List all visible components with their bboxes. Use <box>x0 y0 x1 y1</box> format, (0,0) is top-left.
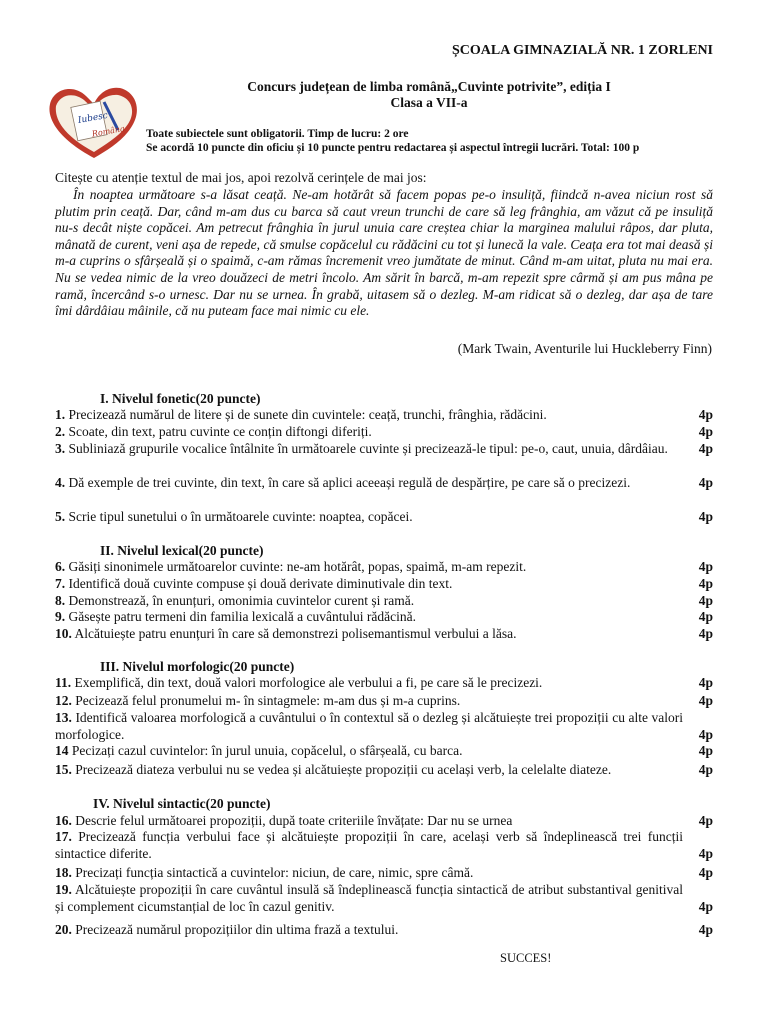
question-item <box>55 762 713 779</box>
logo-text-2: Româna <box>91 124 126 139</box>
question-text: Alcătuiește propoziții în care cuvântul insulă să îndeplinească funcția sintactică de atribut substantival genitival și complement cicumstanțial de loc în cazul genitiv. <box>55 882 683 914</box>
question-points: 4p <box>698 898 713 914</box>
question-number: 4. <box>55 475 66 490</box>
question-number: 19. <box>55 882 72 897</box>
question-text: Precizează diateza verbului nu se vedea și alcătuiește propoziții cu același verb, la celelalte diateze. <box>75 762 612 777</box>
question-text: Pecizați cazul cuvintelor: în jurul unuia, copăcelul, o sfârșeală, cu barca. <box>71 743 463 758</box>
question-text: Precizează funcția verbului face și alcătuiește propoziții în care, același verb să îndeplinească trei funcții sintactice diferite. <box>55 829 683 861</box>
question-number: 12. <box>55 693 72 708</box>
question-item <box>55 441 713 458</box>
question-points: 4p <box>698 626 713 641</box>
rule-line-2: Se acordă 10 puncte din oficiu și 10 puncte pentru redactarea și aspectul întregii lucrări. Total: 100 p <box>146 142 640 154</box>
question-number: 13. <box>55 710 72 725</box>
question-item <box>55 813 713 830</box>
question-text: Pecizează felul pronumelui m- în sintagmele: m-am dus și m-a cuprins. <box>75 693 461 708</box>
question-points: 4p <box>698 559 713 574</box>
passage-text: În noaptea următoare s-a lăsat ceață. Ne-am hotărât să facem popas pe-o insuliță, fiindcă n-avea niciun rost să plutim prin ceață. Dar, când m-am dus cu barca să caut vreun trunchi de care să leg frânghia, am văzut că pe insuliță nu-s decât niște copăcei. Am petrecut frânghia în jurul unuia care creștea chiar la marginea malului râpos, dar pluta, mânată de curent, veni așa de repede, că smulse copăcelul cu rădăcini cu tot și lunecă la vale. Ceața era tot mai deasă și m-a cuprins o sfârșeală și o spaimă, c-am rămas încremenit vreo jumătate de minut. Când m-am uitat, pluta nu mai era. Nu se vedea nimic de la vreo douăzeci de metri încolo. Am sărit în barcă, m-am repezit spre cârmă și am pus mâna pe ramă, încercând s-o urnesc. Dar nu se urnea. În grabă, uitasem să o dezleg. M-am ridicat să o dezleg, dar așa de tare îmi dârdâiau mâinile, că nu puteam face mai nimic cu ele. <box>55 187 713 319</box>
question-number: 15. <box>55 762 72 777</box>
section-title: IV. Nivelul sintactic(20 puncte) <box>93 796 271 811</box>
question-number: 14 <box>55 743 69 758</box>
question-points: 4p <box>698 609 713 624</box>
question-text: Precizează numărul de litere și de sunete din cuvintele: ceață, trunchi, frânghia, rădăcini. <box>68 407 547 422</box>
logo-text-1: Iubesc <box>77 110 109 126</box>
question-number: 6. <box>55 559 66 574</box>
question-points: 4p <box>698 922 713 937</box>
question-item <box>55 829 713 862</box>
passage-source: (Mark Twain, Aventurile lui Huckleberry Finn) <box>457 341 712 356</box>
question-number: 7. <box>55 576 66 591</box>
question-text: Găsiți sinonimele următoarelor cuvinte: ne-am hotărât, popas, spaimă, m-am repezit. <box>68 559 527 574</box>
section-title: II. Nivelul lexical(20 puncte) <box>100 543 264 558</box>
question-item <box>55 743 713 760</box>
question-number: 3. <box>55 441 66 456</box>
question-item <box>55 609 713 626</box>
question-points: 4p <box>698 475 713 490</box>
section-title: I. Nivelul fonetic(20 puncte) <box>100 391 261 406</box>
question-points: 4p <box>698 762 713 777</box>
question-item <box>55 475 713 492</box>
question-text: Exemplifică, din text, două valori morfologice ale verbului a fi, pe care să le precizezi. <box>74 675 543 690</box>
question-item <box>55 576 713 593</box>
question-text: Descrie felul următoarei propoziții, după toate criteriile învățate: Dar nu se urnea <box>75 813 513 828</box>
question-text: Găsește patru termeni din familia lexicală a cuvântului rădăcină. <box>68 609 416 624</box>
question-number: 10. <box>55 626 72 641</box>
question-text: Demonstrează, în enunțuri, omonimia cuvintelor curent și ramă. <box>68 593 415 608</box>
question-points: 4p <box>698 675 713 690</box>
question-item <box>55 693 713 710</box>
question-number: 18. <box>55 865 72 880</box>
question-number: 1. <box>55 407 66 422</box>
question-points: 4p <box>698 845 713 861</box>
rule-line-1: Toate subiectele sunt obligatorii. Timp de lucru: 2 ore <box>146 128 409 140</box>
question-text: Scrie tipul sunetului o în următoarele cuvinte: noaptea, copăcei. <box>68 509 413 524</box>
closing-message: SUCCES! <box>500 951 552 965</box>
question-text: Precizați funcția sintactică a cuvintelor: niciun, de care, nimic, spre câmă. <box>75 865 474 880</box>
question-item <box>55 509 713 526</box>
question-number: 16. <box>55 813 72 828</box>
question-points: 4p <box>698 424 713 439</box>
question-points: 4p <box>698 865 713 880</box>
contest-title: Concurs județean de limba română„Cuvinte potrivite”, ediția I <box>247 79 611 94</box>
question-item <box>55 882 713 915</box>
question-points: 4p <box>698 576 713 591</box>
question-points: 4p <box>698 693 713 708</box>
question-points: 4p <box>698 509 713 524</box>
question-points: 4p <box>698 743 713 758</box>
question-number: 5. <box>55 509 66 524</box>
question-item <box>55 626 713 643</box>
question-number: 17. <box>55 829 72 844</box>
question-text: Identifică două cuvinte compuse și două derivate diminutivale din text. <box>68 576 453 591</box>
question-points: 4p <box>698 813 713 828</box>
question-points: 4p <box>698 441 713 456</box>
question-points: 4p <box>698 726 713 742</box>
question-text: Alcătuiește patru enunțuri în care să demonstrezi polisemantismul verbului a lăsa. <box>74 626 517 641</box>
question-item <box>55 593 713 610</box>
question-item <box>55 407 713 424</box>
question-number: 9. <box>55 609 66 624</box>
question-number: 8. <box>55 593 66 608</box>
question-number: 20. <box>55 922 72 937</box>
question-text: Identifică valoarea morfologică a cuvântului o în contextul să o dezleg și alcătuiește trei propoziții cu alte valori morfologice. <box>55 710 684 742</box>
question-text: Precizează numărul propozițiilor din ultima frază a textului. <box>75 922 399 937</box>
question-points: 4p <box>698 593 713 608</box>
question-text: Scoate, din text, patru cuvinte ce conțin diftongi diferiți. <box>68 424 372 439</box>
question-item <box>55 865 713 882</box>
question-number: 11. <box>55 675 72 690</box>
instruction-text: Citește cu atenție textul de mai jos, apoi rezolvă cerințele de mai jos: <box>55 170 427 185</box>
question-text: Dă exemple de trei cuvinte, din text, în care să aplici aceeași regulă de despărțire, pe care să o precizezi. <box>68 475 631 490</box>
school-name: ȘCOALA GIMNAZIALĂ NR. 1 ZORLENI <box>452 43 713 58</box>
question-points: 4p <box>698 407 713 422</box>
question-number: 2. <box>55 424 66 439</box>
class-title: Clasa a VII-a <box>390 95 468 110</box>
question-text: Subliniază grupurile vocalice întâlnite în următoarele cuvinte și precizează-le tipul: pe-o, caut, unuia, dârdâiau. <box>68 441 668 456</box>
section-title: III. Nivelul morfologic(20 puncte) <box>100 659 295 674</box>
question-item <box>55 559 713 576</box>
question-item <box>55 922 713 939</box>
reading-passage <box>55 187 713 320</box>
question-item <box>55 424 713 441</box>
question-item <box>55 710 713 743</box>
question-item <box>55 675 713 692</box>
